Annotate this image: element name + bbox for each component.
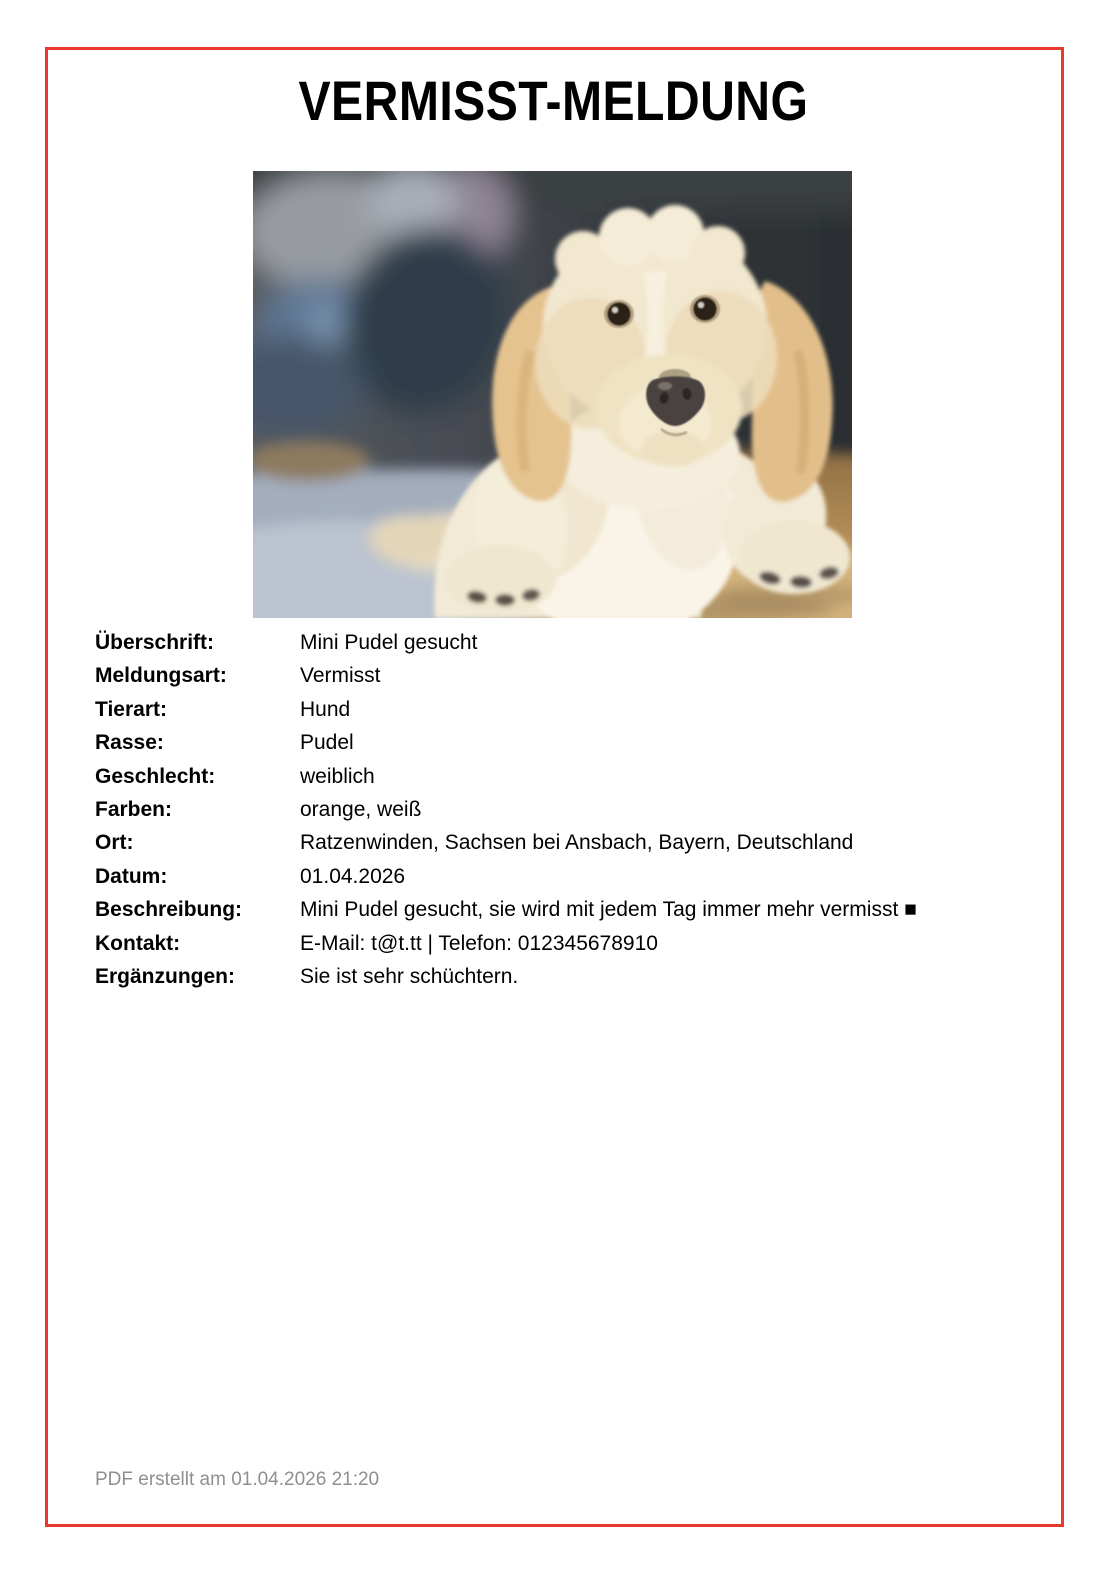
field-label: Ergänzungen: bbox=[95, 965, 235, 989]
report-fields bbox=[95, 626, 1025, 993]
field-label: Kontakt: bbox=[95, 931, 181, 955]
field-label: Überschrift: bbox=[95, 631, 215, 654]
field-label: Meldungsart: bbox=[95, 664, 227, 688]
field-row-tierart bbox=[95, 693, 1025, 726]
field-label: Farben: bbox=[95, 798, 173, 822]
field-value: Vermisst bbox=[300, 664, 381, 688]
page-title: VERMISST-MELDUNG bbox=[298, 69, 808, 132]
field-row-beschreibung bbox=[95, 893, 1025, 926]
field-value: Hund bbox=[300, 697, 351, 721]
field-row-ort bbox=[95, 826, 1025, 859]
field-label: Rasse: bbox=[95, 731, 164, 755]
field-label: Tierart: bbox=[95, 697, 167, 721]
field-row-farben bbox=[95, 793, 1025, 826]
field-value: weiblich bbox=[300, 764, 375, 788]
page-title-wrap bbox=[0, 68, 1106, 133]
field-value: Ratzenwinden, Sachsen bei Ansbach, Bayern, Deutschland bbox=[300, 831, 854, 855]
field-value: Sie ist sehr schüchtern. bbox=[300, 965, 519, 989]
pdf-created-footer: PDF erstellt am 01.04.2026 21:20 bbox=[95, 1469, 380, 1490]
dog-photo-illustration bbox=[253, 171, 852, 618]
field-row-ergaenzungen bbox=[95, 960, 1025, 993]
field-row-rasse bbox=[95, 726, 1025, 759]
field-label: Geschlecht: bbox=[95, 764, 216, 788]
pet-photo bbox=[253, 171, 852, 618]
field-label: Ort: bbox=[95, 831, 134, 855]
field-value: orange, weiß bbox=[300, 798, 422, 822]
field-row-geschlecht bbox=[95, 760, 1025, 793]
field-value: 01.04.2026 bbox=[300, 864, 406, 888]
field-label: Datum: bbox=[95, 864, 168, 888]
field-label: Beschreibung: bbox=[95, 898, 243, 922]
field-value: Mini Pudel gesucht bbox=[300, 631, 478, 654]
field-row-kontakt bbox=[95, 927, 1025, 960]
field-row-datum bbox=[95, 860, 1025, 893]
field-value: Pudel bbox=[300, 731, 354, 755]
field-row-meldungsart bbox=[95, 659, 1025, 692]
field-value: Mini Pudel gesucht, sie wird mit jedem Tag immer mehr vermisst ■ bbox=[300, 898, 917, 922]
field-row-ueberschrift bbox=[95, 626, 1025, 659]
field-value: E-Mail: t@t.tt | Telefon: 012345678910 bbox=[300, 931, 658, 955]
